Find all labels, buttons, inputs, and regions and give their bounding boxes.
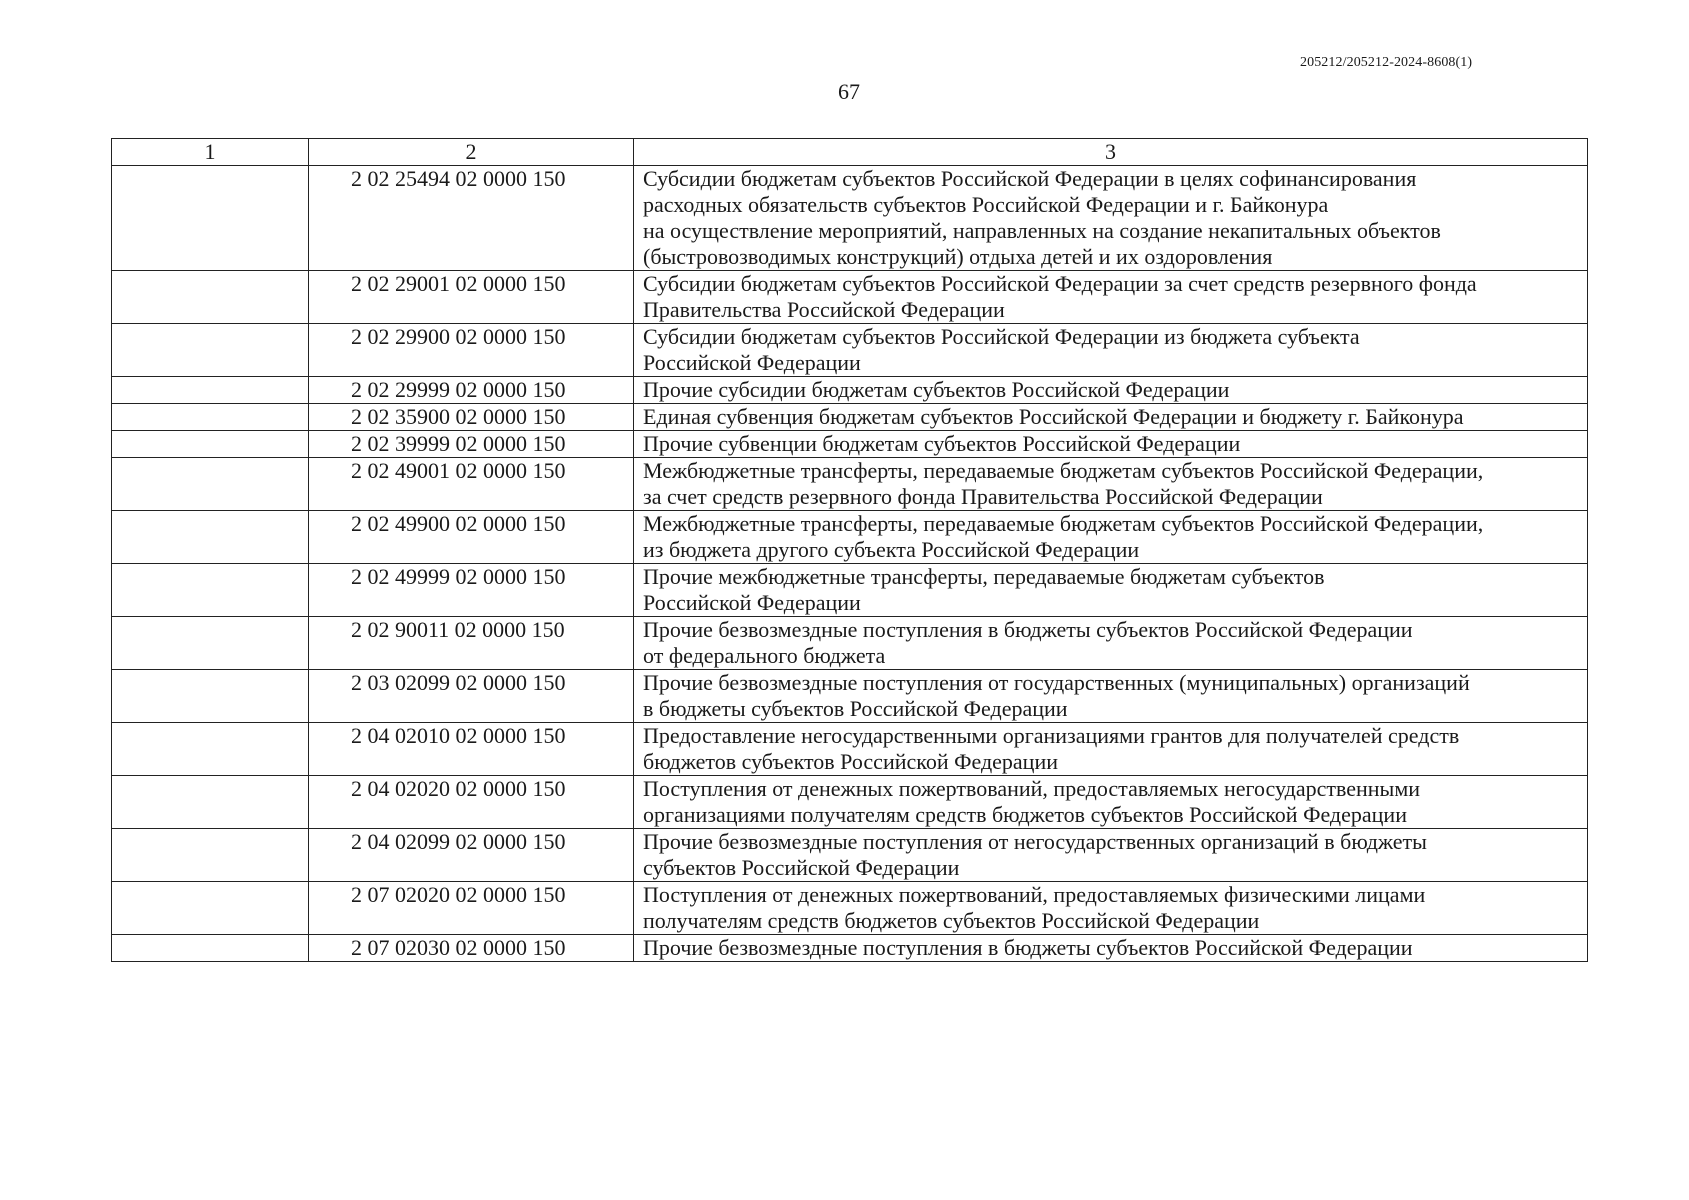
budget-code: 2 02 39999 02 0000 150 (309, 431, 634, 458)
table-row (112, 377, 1588, 404)
table-row (112, 166, 1588, 271)
table-header-row (112, 139, 1588, 166)
revenue-description: Прочие межбюджетные трансферты, передаваемые бюджетам субъектов Российской Федерации (634, 564, 1588, 617)
table-row (112, 829, 1588, 882)
row-column-1 (112, 564, 309, 617)
revenue-description: Прочие безвозмездные поступления в бюджеты субъектов Российской Федерации от федерального бюджета (634, 617, 1588, 670)
revenue-description: Прочие субвенции бюджетам субъектов Российской Федерации (634, 431, 1588, 458)
table-row (112, 404, 1588, 431)
table-row (112, 617, 1588, 670)
revenue-description: Единая субвенция бюджетам субъектов Российской Федерации и бюджету г. Байконура (634, 404, 1588, 431)
revenue-description: Поступления от денежных пожертвований, предоставляемых физическими лицами получателям средств бюджетов субъектов Российской Федерации (634, 882, 1588, 935)
budget-code: 2 04 02020 02 0000 150 (309, 776, 634, 829)
table-row (112, 511, 1588, 564)
budget-code: 2 04 02099 02 0000 150 (309, 829, 634, 882)
row-column-1 (112, 377, 309, 404)
column-header-1: 1 (112, 139, 309, 166)
column-header-3: 3 (634, 139, 1588, 166)
table-body (112, 166, 1588, 962)
budget-code: 2 02 29900 02 0000 150 (309, 324, 634, 377)
budget-code: 2 02 49001 02 0000 150 (309, 458, 634, 511)
table-row (112, 431, 1588, 458)
table-row (112, 882, 1588, 935)
row-column-1 (112, 670, 309, 723)
row-column-1 (112, 617, 309, 670)
revenue-description: Субсидии бюджетам субъектов Российской Федерации за счет средств резервного фонда Правительства Российской Федерации (634, 271, 1588, 324)
revenue-description: Межбюджетные трансферты, передаваемые бюджетам субъектов Российской Федерации, за счет средств резервного фонда Правительства Российской Федерации (634, 458, 1588, 511)
budget-codes-table (111, 138, 1588, 962)
row-column-1 (112, 458, 309, 511)
table-row (112, 324, 1588, 377)
table-row (112, 564, 1588, 617)
table-header (112, 139, 1588, 166)
budget-code: 2 04 02010 02 0000 150 (309, 723, 634, 776)
budget-code: 2 03 02099 02 0000 150 (309, 670, 634, 723)
page-number: 67 (838, 79, 860, 104)
row-column-1 (112, 829, 309, 882)
row-column-1 (112, 166, 309, 271)
row-column-1 (112, 404, 309, 431)
table-row (112, 776, 1588, 829)
budget-code: 2 02 25494 02 0000 150 (309, 166, 634, 271)
budget-code: 2 02 35900 02 0000 150 (309, 404, 634, 431)
table-row (112, 271, 1588, 324)
row-column-1 (112, 882, 309, 935)
row-column-1 (112, 935, 309, 962)
revenue-description: Субсидии бюджетам субъектов Российской Федерации из бюджета субъекта Российской Федерации (634, 324, 1588, 377)
table-row (112, 723, 1588, 776)
budget-code: 2 02 90011 02 0000 150 (309, 617, 634, 670)
revenue-description: Межбюджетные трансферты, передаваемые бюджетам субъектов Российской Федерации, из бюджета другого субъекта Российской Федерации (634, 511, 1588, 564)
revenue-description: Прочие безвозмездные поступления в бюджеты субъектов Российской Федерации (634, 935, 1588, 962)
row-column-1 (112, 776, 309, 829)
row-column-1 (112, 723, 309, 776)
budget-code: 2 07 02020 02 0000 150 (309, 882, 634, 935)
row-column-1 (112, 431, 309, 458)
row-column-1 (112, 511, 309, 564)
budget-code: 2 02 49900 02 0000 150 (309, 511, 634, 564)
revenue-description: Поступления от денежных пожертвований, предоставляемых негосударственными организациями получателям средств бюджетов субъектов Российской Федерации (634, 776, 1588, 829)
table-row (112, 670, 1588, 723)
row-column-1 (112, 271, 309, 324)
table-row (112, 935, 1588, 962)
revenue-description: Субсидии бюджетам субъектов Российской Федерации в целях софинансирования расходных обязательств субъектов Российской Федерации и г. Байконура на осуществление мероприятий, направленных на создание некапитальных объектов (быстровозводимых конструкций) отдыха детей и их оздоровления (634, 166, 1588, 271)
budget-code: 2 02 29999 02 0000 150 (309, 377, 634, 404)
column-header-2: 2 (309, 139, 634, 166)
revenue-description: Прочие субсидии бюджетам субъектов Российской Федерации (634, 377, 1588, 404)
row-column-1 (112, 324, 309, 377)
budget-code: 2 02 29001 02 0000 150 (309, 271, 634, 324)
revenue-description: Предоставление негосударственными организациями грантов для получателей средств бюджетов субъектов Российской Федерации (634, 723, 1588, 776)
budget-code: 2 07 02030 02 0000 150 (309, 935, 634, 962)
table-row (112, 458, 1588, 511)
budget-code: 2 02 49999 02 0000 150 (309, 564, 634, 617)
document-id: 205212/205212-2024-8608(1) (1300, 55, 1473, 70)
revenue-description: Прочие безвозмездные поступления от негосударственных организаций в бюджеты субъектов Российской Федерации (634, 829, 1588, 882)
revenue-description: Прочие безвозмездные поступления от государственных (муниципальных) организаций в бюджеты субъектов Российской Федерации (634, 670, 1588, 723)
